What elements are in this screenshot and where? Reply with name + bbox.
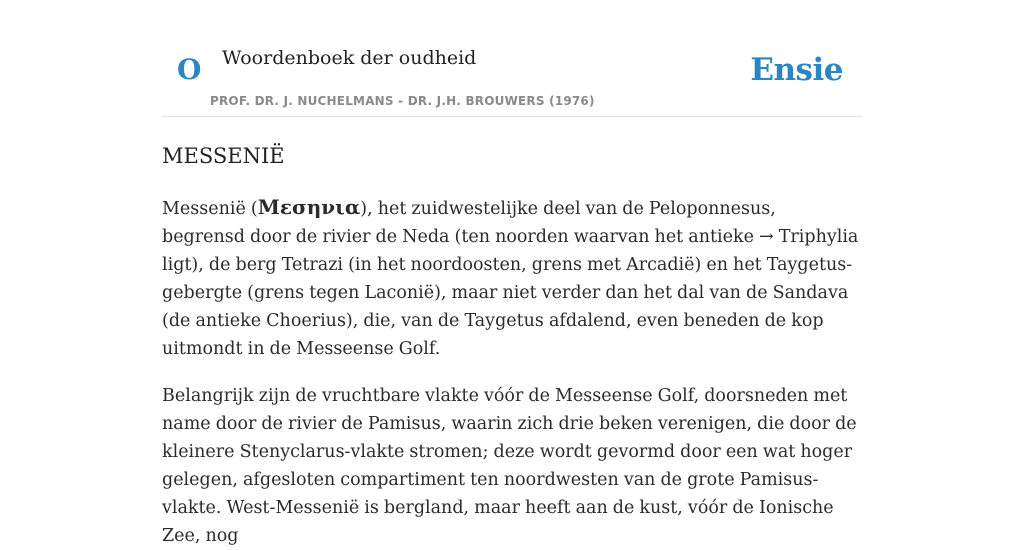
book-authors: PROF. DR. J. NUCHELMANS - DR. J.H. BROUWERS (1976) bbox=[210, 94, 595, 108]
cross-reference-link[interactable]: → Triphylia bbox=[759, 227, 859, 247]
entry-title: MESSENIË bbox=[162, 144, 285, 168]
paragraph-text: ), het zuidwestelijke deel van de Peloponnesus, begrensd door de rivier de Neda (ten noorden waarvan het antieke bbox=[162, 199, 776, 247]
header bbox=[162, 0, 862, 117]
content-container bbox=[162, 0, 862, 550]
ensie-logo[interactable]: Ensie bbox=[750, 52, 843, 88]
entry-paragraph bbox=[162, 193, 862, 363]
paragraph-text: Messenië ( bbox=[162, 199, 258, 219]
index-letter[interactable]: O bbox=[177, 53, 202, 86]
entry-paragraph: Belangrijk zijn de vruchtbare vlakte vóór de Messeense Golf, doorsneden met name door de rivier de Pamisus, waarin zich drie beken verenigen, die door de kleinere Stenyclarus-vlakte stromen; deze wordt gevormd door een wat hoger gelegen, afgesloten compartiment ten noordwesten van de grote Pamisus-vlakte. West-Messenië is bergland, maar heeft aan de kust, vóór de Ionische Zee, nog bbox=[162, 386, 857, 546]
book-title[interactable]: Woordenboek der oudheid bbox=[222, 47, 477, 69]
paragraph-text: ligt), de berg Tetrazi (in het noordoosten, grens met Arcadië) en het Taygetus-gebergte (grens tegen Laconië), maar niet verder dan het dal van de Sandava (de antieke Choerius), die, van de Taygetus afdalend, even beneden de kop uitmondt in de Messeense Golf. bbox=[162, 255, 853, 359]
greek-term: Μεσηνια bbox=[257, 195, 361, 219]
